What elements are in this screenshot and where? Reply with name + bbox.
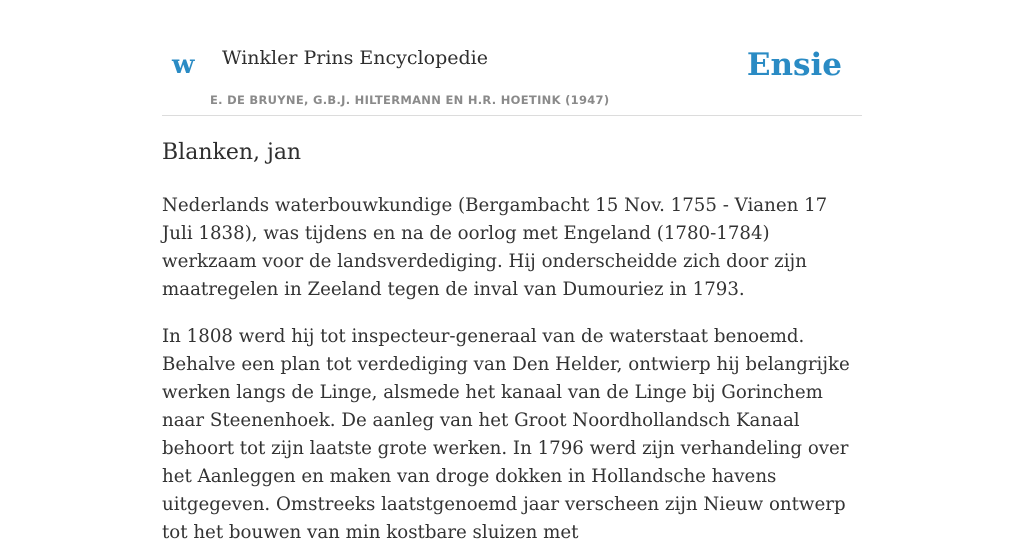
ensie-brand-link[interactable]: Ensie xyxy=(746,47,842,83)
article-title: Blanken, jan xyxy=(162,140,302,165)
article-paragraph-1: Nederlands waterbouwkundige (Bergambacht 15 Nov. 1755 - Vianen 17 Juli 1838), was tijdens en na de oorlog met Engeland (1780-1784) werkzaam voor de landsverdediging. Hij onderscheidde zich door zijn maatregelen in Zeeland tegen de inval van Dumouriez in 1793. xyxy=(162,195,828,300)
site-header xyxy=(162,0,862,116)
winkler-prins-logo[interactable]: w xyxy=(172,50,195,80)
page-container xyxy=(162,0,862,543)
authors-line: E. DE BRUYNE, G.B.J. HILTERMANN EN H.R. HOETINK (1947) xyxy=(210,93,610,107)
encyclopedia-title-link[interactable]: Winkler Prins Encyclopedie xyxy=(222,47,488,69)
article-paragraph-2: In 1808 werd hij tot inspecteur-generaal van de waterstaat benoemd. Behalve een plan tot verdediging van Den Helder, ontwierp hij belangrijke werken langs de Linge, alsmede het kanaal van de Linge bij Gorinchem naar Steenenhoek. De aanleg van het Groot Noordhollandsch Kanaal behoort tot zijn laatste grote werken. In 1796 werd zijn verhandeling over het Aanleggen en maken van droge dokken in Hollandsche havens uitgegeven. Omstreeks laatstgenoemd jaar verscheen zijn Nieuw ontwerp tot het bouwen van min kostbare sluizen met xyxy=(162,326,850,543)
